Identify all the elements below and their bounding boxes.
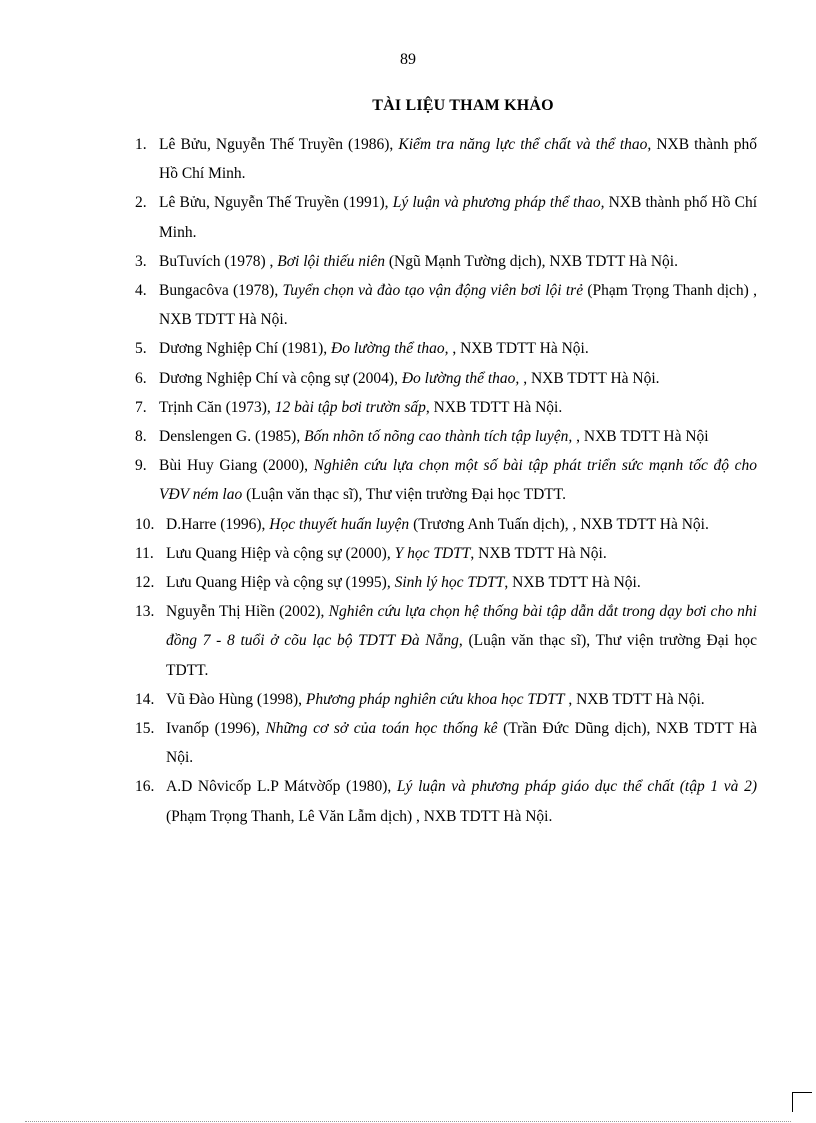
reference-authors: Lưu Quang Hiệp và cộng sự (2000), <box>166 544 395 562</box>
reference-publisher: NXB thành phố Hồ Chí Minh. <box>159 194 758 241</box>
reference-item <box>135 685 757 714</box>
reference-work-title: Những cơ sở của toán học thống kê <box>265 720 498 738</box>
reference-publisher: , NXB TDTT Hà Nội. <box>519 369 660 387</box>
reference-publisher: , (Luận văn thạc sĩ), Thư viện trường Đại học TDTT. <box>166 632 758 679</box>
reference-item <box>135 130 757 188</box>
reference-work-title: Bốn nhõn tố nõng cao thành tích tập luyện, <box>304 428 573 446</box>
reference-work-title: Lý luận và phương pháp giáo dục thể chất (tập 1 và 2) <box>396 778 757 796</box>
reference-number: 7. <box>135 398 147 416</box>
reference-item <box>135 539 757 568</box>
reference-number: 10. <box>135 515 155 533</box>
page-bottom-border <box>25 1121 791 1122</box>
reference-number: 4. <box>135 282 147 300</box>
reference-publisher: NXB thành phố Hồ Chí Minh. <box>159 136 757 183</box>
reference-item <box>135 247 757 276</box>
reference-authors: Nguyễn Thị Hiền (2002), <box>166 603 329 621</box>
page-title: TÀI LIỆU THAM KHẢO <box>372 97 554 114</box>
reference-number: 16. <box>135 778 155 796</box>
reference-publisher: (Luận văn thạc sĩ), Thư viện trường Đại học TDTT. <box>242 486 566 504</box>
reference-work-title: Đo lường thể thao, <box>401 369 520 387</box>
reference-number: 8. <box>135 428 147 446</box>
reference-authors: Dương Nghiệp Chí (1981), <box>159 340 332 358</box>
corner-mark-horizontal <box>792 1092 812 1093</box>
reference-authors: Lưu Quang Hiệp và cộng sự (1995), <box>166 574 395 592</box>
reference-authors: Trịnh Căn (1973), <box>159 398 275 416</box>
reference-number: 9. <box>135 457 147 475</box>
reference-item <box>135 772 757 830</box>
reference-publisher: , NXB TDTT Hà Nội. <box>564 690 705 708</box>
reference-work-title: Nghiên cứu lựa chọn hệ thống bài tập dẫn dắt trong dạy bơi cho nhi đồng 7 - 8 tuổi ở cõu lạc bộ TDTT Đà Nẵng <box>166 603 757 650</box>
reference-authors: Bùi Huy Giang (2000), <box>159 457 314 475</box>
page-number: 89 <box>400 51 416 68</box>
reference-publisher: (Phạm Trọng Thanh, Lê Văn Lẫm dịch) , NXB TDTT Hà Nội. <box>166 807 553 825</box>
reference-item <box>135 364 757 393</box>
reference-number: 15. <box>135 720 155 738</box>
reference-item <box>135 188 757 246</box>
reference-number: 2. <box>135 194 147 212</box>
reference-number: 13. <box>135 603 155 621</box>
reference-number: 11. <box>135 544 154 562</box>
reference-authors: BuTuvích (1978) , <box>159 252 278 270</box>
reference-number: 5. <box>135 340 147 358</box>
reference-work-title: Phương pháp nghiên cứu khoa học TDTT <box>305 690 565 708</box>
reference-publisher: , NXB TDTT Hà Nội. <box>448 340 589 358</box>
reference-authors: Lê Bửu, Nguyễn Thế Truyền (1991), <box>159 194 393 212</box>
reference-authors: Ivanốp (1996), <box>166 720 266 738</box>
reference-publisher: , NXB TDTT Hà Nội. <box>470 544 607 562</box>
reference-number: 3. <box>135 252 147 270</box>
reference-authors: Bungacôva (1978), <box>159 282 283 300</box>
reference-work-title: Lý luận và phương pháp thể thao, <box>392 194 605 212</box>
reference-item <box>135 597 757 685</box>
reference-work-title: Đo lường thể thao, <box>331 340 449 358</box>
reference-item <box>135 451 757 509</box>
reference-publisher: , NXB TDTT Hà Nội. <box>425 398 563 416</box>
reference-authors: Dương Nghiệp Chí và cộng sự (2004), <box>159 369 402 387</box>
reference-publisher: , NXB TDTT Hà Nội. <box>504 574 641 592</box>
reference-work-title: Bơi lội thiếu niên <box>277 252 385 270</box>
reference-authors: A.D Nôvicốp L.P Mátvờốp (1980), <box>166 778 397 796</box>
reference-work-title: Tuyển chọn và đào tạo vận động viên bơi lội trẻ <box>282 282 584 300</box>
reference-work-title: 12 bài tập bơi trườn sấp <box>274 398 426 416</box>
reference-publisher: (Phạm Trọng Thanh dịch) , NXB TDTT Hà Nội. <box>159 282 757 329</box>
reference-publisher: (Trương Anh Tuấn dịch), , NXB TDTT Hà Nội. <box>409 515 709 533</box>
reference-authors: Denslengen G. (1985), <box>159 428 305 446</box>
reference-work-title: Học thuyết huấn luyện <box>269 515 410 533</box>
reference-list <box>135 130 757 831</box>
reference-authors: Lê Bửu, Nguyễn Thế Truyền (1986), <box>159 136 399 153</box>
reference-work-title: Y học TDTT <box>394 544 471 562</box>
reference-publisher: (Trần Đức Dũng dịch), NXB TDTT Hà Nội. <box>166 720 757 767</box>
reference-item <box>135 422 757 451</box>
reference-number: 1. <box>135 136 147 153</box>
reference-number: 14. <box>135 690 155 708</box>
reference-item <box>135 393 757 422</box>
reference-publisher: (Ngũ Mạnh Tường dịch), NXB TDTT Hà Nội. <box>385 252 678 270</box>
reference-work-title: Sinh lý học TDTT <box>394 574 505 592</box>
reference-work-title: Kiểm tra năng lực thể chất và thể thao, <box>398 136 652 153</box>
reference-authors: D.Harre (1996), <box>166 515 270 533</box>
reference-publisher: , NXB TDTT Hà Nội <box>572 428 709 446</box>
reference-work-title: Nghiên cứu lựa chọn một số bài tập phát triển sức mạnh tốc độ cho VĐV ném lao <box>159 457 757 504</box>
reference-authors: Vũ Đào Hùng (1998), <box>166 690 306 708</box>
reference-number: 6. <box>135 369 147 387</box>
reference-item <box>135 568 757 597</box>
reference-item <box>135 334 757 363</box>
reference-item <box>135 510 757 539</box>
reference-item <box>135 276 757 334</box>
corner-mark-vertical <box>792 1092 793 1112</box>
reference-number: 12. <box>135 574 155 592</box>
reference-item <box>135 714 757 772</box>
